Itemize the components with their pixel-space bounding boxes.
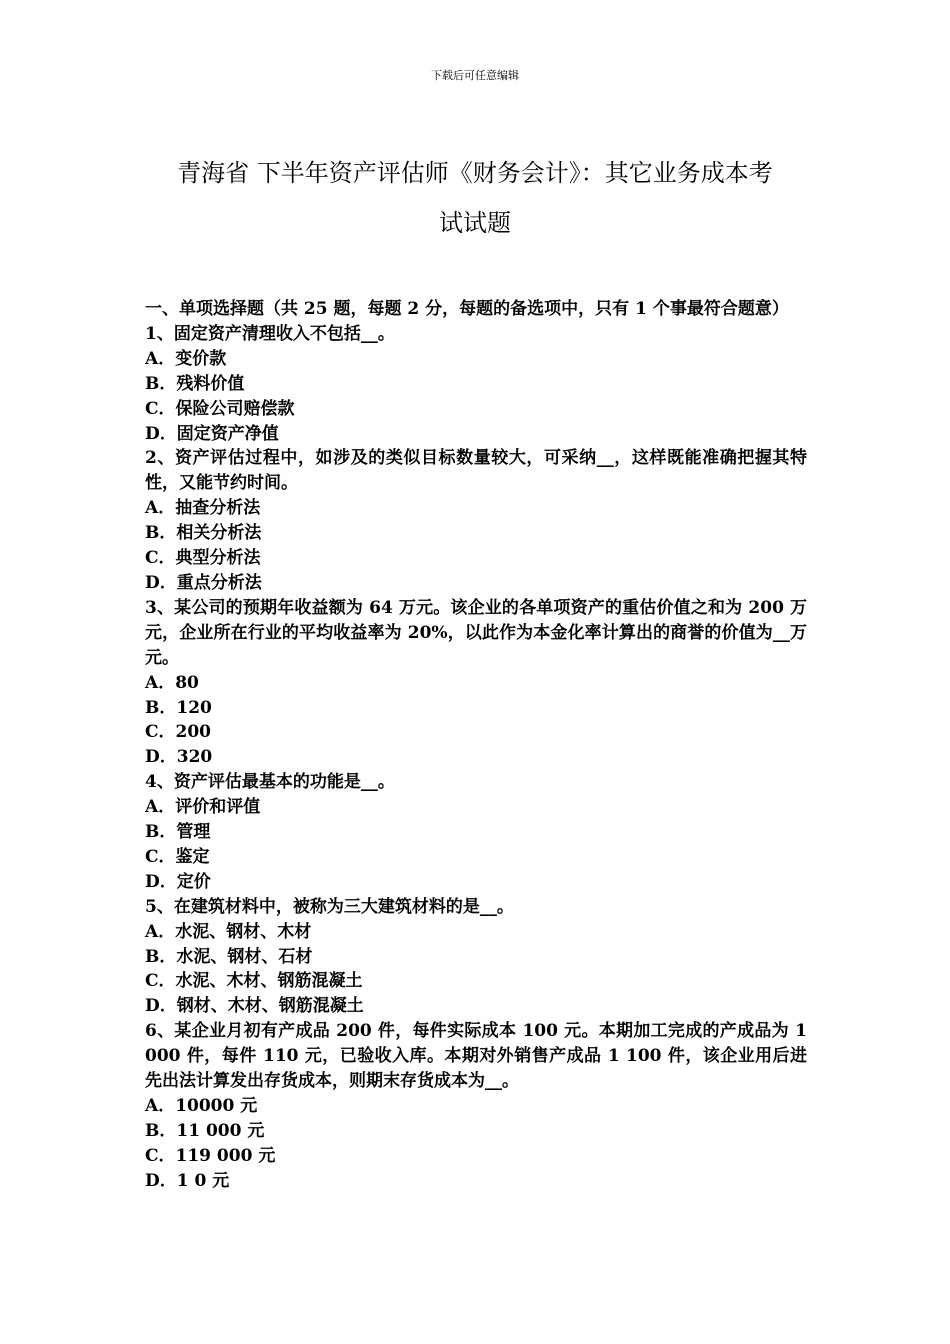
- option-c: C．水泥、木材、钢筋混凝土: [145, 971, 363, 992]
- question-6: [145, 1019, 807, 1193]
- option-a: A．80: [145, 672, 199, 693]
- option-d: D．1 0 元: [145, 1170, 230, 1191]
- option-d: D．重点分析法: [145, 572, 262, 593]
- option-d: D．固定资产净值: [145, 423, 279, 444]
- question-5: [145, 895, 807, 1020]
- option-c: C．保险公司赔偿款: [145, 398, 295, 419]
- question-stem: 6、某企业月初有产成品 200 件，每件实际成本 100 元。本期加工完成的产成品为 1 000 件，每件 110 元，已验收入库。本期对外销售产成品 1 100 件，该企业用后进先出法计算发出存货成本，则期末存货成本为__。: [145, 1021, 807, 1092]
- option-d: D．定价: [145, 871, 211, 892]
- question-stem: 2、资产评估过程中，如涉及的类似目标数量较大，可采纳__，这样既能准确把握其特性，又能节约时间。: [145, 448, 807, 494]
- question-stem: 4、资产评估最基本的功能是__。: [145, 772, 395, 793]
- title-line-2: 试试题: [439, 209, 511, 237]
- question-stem: 1、固定资产清理收入不包括__。: [145, 323, 395, 344]
- option-c: C．200: [145, 722, 212, 743]
- option-a: A．评价和评值: [145, 797, 261, 818]
- option-b: B．管理: [145, 822, 211, 843]
- option-b: B．残料价值: [145, 373, 245, 394]
- question-2: [145, 446, 807, 595]
- question-stem: 3、某公司的预期年收益额为 64 万元。该企业的各单项资产的重估价值之和为 200 万元，企业所在行业的平均收益率为 20%，以此作为本金化率计算出的商誉的价值为__万元。: [145, 597, 807, 668]
- option-c: C．典型分析法: [145, 548, 261, 569]
- question-1: [145, 322, 807, 447]
- option-d: D．钢材、木材、钢筋混凝土: [145, 996, 364, 1017]
- question-list: [145, 297, 807, 1194]
- option-b: B．相关分析法: [145, 523, 262, 544]
- option-b: B．120: [145, 697, 212, 718]
- document-title: [145, 148, 805, 248]
- option-a: A．10000 元: [145, 1096, 258, 1116]
- option-a: A．抽查分析法: [145, 498, 261, 519]
- option-a: A．水泥、钢材、木材: [145, 921, 312, 942]
- question-stem: 5、在建筑材料中，被称为三大建筑材料的是__。: [145, 896, 514, 917]
- question-3: [145, 596, 807, 770]
- option-c: C．鉴定: [145, 846, 210, 867]
- option-c: C．119 000 元: [145, 1145, 276, 1166]
- option-a: A．变价款: [145, 348, 227, 369]
- question-4: [145, 770, 807, 895]
- title-line-1: 青海省 下半年资产评估师《财务会计》：其它业务成本考: [177, 159, 773, 187]
- option-d: D．320: [145, 747, 213, 768]
- option-b: B．水泥、钢材、石材: [145, 946, 313, 967]
- section-heading: 一、单项选择题（共 25 题，每题 2 分，每题的备选项中，只有 1 个事最符合题意）: [145, 299, 789, 319]
- page-header: 下载后可任意编辑: [431, 69, 519, 82]
- option-b: B．11 000 元: [145, 1120, 265, 1141]
